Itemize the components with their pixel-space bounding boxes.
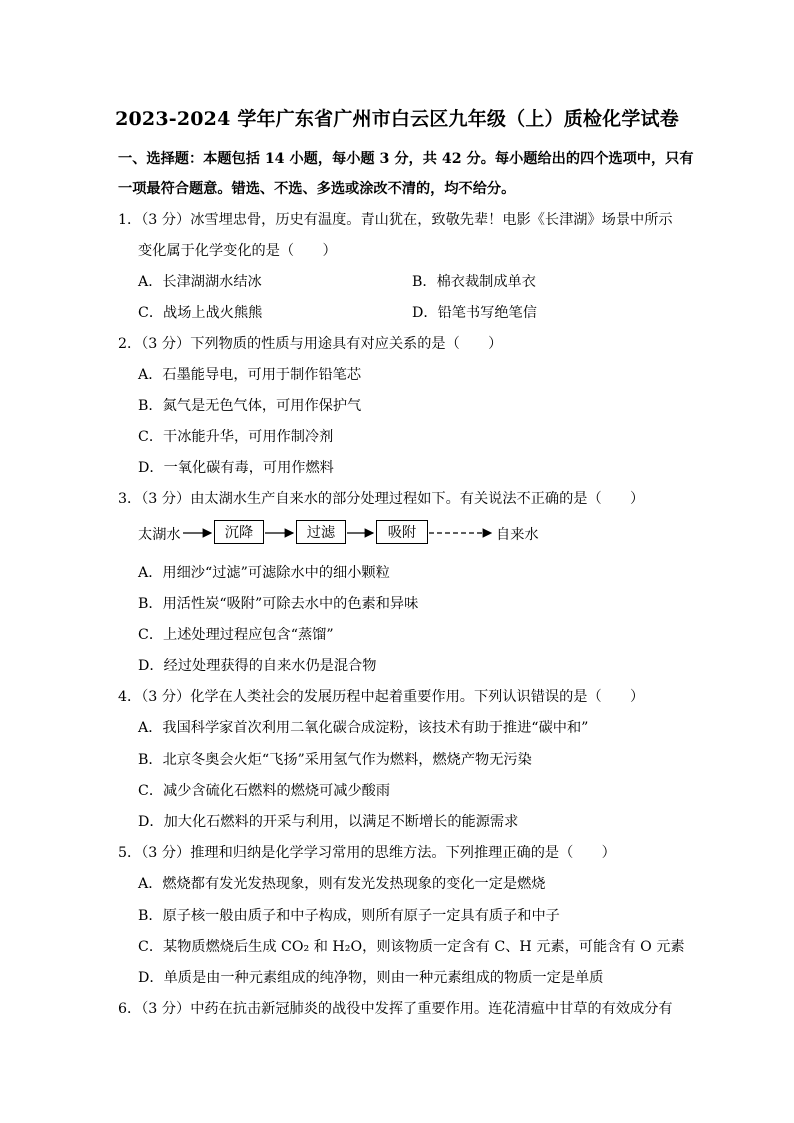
question-3-option-a: A．用细沙“过滤”可滤除水中的细小颗粒 bbox=[138, 565, 390, 581]
question-2-option-d: D．一氧化碳有毒，可用作燃料 bbox=[138, 460, 334, 476]
question-2-option-b: B．氮气是无色气体，可用作保护气 bbox=[138, 398, 362, 414]
question-4-option-a: A．我国科学家首次利用二氧化碳合成淀粉，该技术有助于推进“碳中和” bbox=[138, 720, 589, 736]
section-instruction-line-1: 一、选择题：本题包括 14 小题，每小题 3 分，共 42 分。每小题给出的四个选项中，只有 bbox=[118, 151, 694, 167]
question-2-option-a: A．石墨能导电，可用于制作铅笔芯 bbox=[138, 367, 362, 383]
page-title: 2023-2024 学年广东省广州市白云区九年级（上）质检化学试卷 bbox=[115, 108, 679, 130]
question-1-stem-cont: 变化属于化学变化的是（ ） bbox=[138, 243, 337, 259]
question-6-stem: 6．（3 分）中药在抗击新冠肺炎的战役中发挥了重要作用。连花清瘟中甘草的有效成分有 bbox=[118, 1001, 673, 1017]
flow-start-label: 太湖水 bbox=[138, 527, 181, 543]
flow-step-adsorption: 吸附 bbox=[376, 520, 428, 544]
question-4-option-b: B．北京冬奥会火炬“飞扬”采用氢气作为燃料，燃烧产物无污染 bbox=[138, 752, 532, 768]
question-5-option-a: A．燃烧都有发光发热现象，则有发光发热现象的变化一定是燃烧 bbox=[138, 876, 546, 892]
water-treatment-flow-diagram bbox=[138, 517, 558, 549]
question-1-option-d: D．铅笔书写绝笔信 bbox=[412, 305, 537, 321]
flow-arrows bbox=[138, 517, 558, 549]
question-3-option-d: D．经过处理获得的自来水仍是混合物 bbox=[138, 658, 377, 674]
flow-step-sedimentation: 沉降 bbox=[214, 520, 264, 544]
question-5-option-c: C．某物质燃烧后生成 CO₂ 和 H₂O，则该物质一定含有 C、H 元素，可能含有 O 元素 bbox=[138, 939, 685, 955]
question-1-option-b: B．棉衣裁制成单衣 bbox=[412, 274, 536, 290]
question-1-option-a: A．长津湖湖水结冰 bbox=[138, 274, 262, 290]
question-3-option-c: C．上述处理过程应包含“蒸馏” bbox=[138, 627, 334, 643]
question-3-option-b: B．用活性炭“吸附”可除去水中的色素和异味 bbox=[138, 596, 419, 612]
question-2-stem: 2．（3 分）下列物质的性质与用途具有对应关系的是（ ） bbox=[118, 336, 503, 352]
question-4-stem: 4．（3 分）化学在人类社会的发展历程中起着重要作用。下列认识错误的是（ ） bbox=[118, 689, 645, 705]
flow-step-filtration: 过滤 bbox=[296, 520, 346, 544]
question-5-stem: 5．（3 分）推理和归纳是化学学习常用的思维方法。下列推理正确的是（ ） bbox=[118, 845, 616, 861]
question-2-option-c: C．干冰能升华，可用作制冷剂 bbox=[138, 429, 334, 445]
question-4-option-c: C．减少含硫化石燃料的燃烧可减少酸雨 bbox=[138, 783, 391, 799]
section-instruction-line-2: 一项最符合题意。错选、不选、多选或涂改不清的，均不给分。 bbox=[118, 181, 516, 197]
question-3-stem: 3．（3 分）由太湖水生产自来水的部分处理过程如下。有关说法不正确的是（ ） bbox=[118, 491, 645, 507]
question-5-option-d: D．单质是由一种元素组成的纯净物，则由一种元素组成的物质一定是单质 bbox=[138, 970, 604, 986]
question-1-stem: 1．（3 分）冰雪埋忠骨，历史有温度。青山犹在，致敬先辈！电影《长津湖》场景中所示 bbox=[118, 212, 673, 228]
question-4-option-d: D．加大化石燃料的开采与利用，以满足不断增长的能源需求 bbox=[138, 814, 519, 830]
question-5-option-b: B．原子核一般由质子和中子构成，则所有原子一定具有质子和中子 bbox=[138, 908, 560, 924]
flow-end-label: 自来水 bbox=[496, 527, 539, 543]
question-1-option-c: C．战场上战火熊熊 bbox=[138, 305, 263, 321]
